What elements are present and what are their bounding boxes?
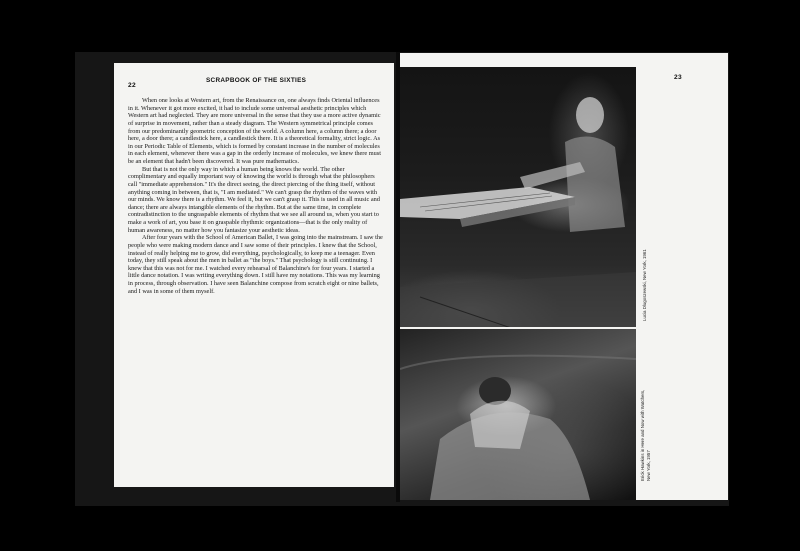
page-number-left: 22 (128, 82, 136, 89)
photo-caption-bottom (640, 390, 651, 481)
caption-bottom-line-1: Erick Hawkins in Here and Now with Watchers, (640, 389, 645, 481)
paragraph-2: But that is not the only way in which a human being knows the world. The other complimentary and equally important way of knowing the world is through what the philosophers call "immediate apprehension." It's the direct seeing, the direct piercing of the thing itself, without anything coming in between, that is, "I am mediated." We can't grasp the rhythm of the waves with our minds. We know there is a rhythm. We feel it, but we can't grasp it. This is used in all music and dance; there are always intangible elements of the rhythm. But at the same time, in complete contradistinction to the ungraspable elements of rhythm that we see all around us, when you start to make a work of art, you base it on graspable rhythmic organizations—that is the only reality of human awareness, no matter how you fantasize your aesthetic ideas. (128, 165, 380, 234)
caption-top-text: Lucia Dlugoszewski, New York, 1961 (642, 249, 647, 321)
running-head: SCRAPBOOK OF THE SIXTIES (206, 77, 307, 84)
right-page (400, 53, 728, 500)
paragraph-3: After four years with the School of American Ballet, I was going into the mainstream. I saw the people who were making modern dance and I saw some of their principles. I knew that the School, instead of really helping me to grow, did everything, psychologically, to keep me a teenager. Even today, they still speak about the men in ballet as "the boys." That psychology is still continuing. I knew that this was not for me. I watched every rehearsal of Balanchine's for four years. I started a little dance notation. I was writing everything down. I still have my notations. This was my learning in process, through observation. I have seen Balanchine compose from scratch eight or nine ballets, and I was in some of them myself. (128, 234, 383, 295)
photo-caption-top (642, 249, 647, 321)
photo-bottom-shapes (400, 329, 636, 500)
body-text (128, 97, 383, 295)
photo-top-shapes (400, 67, 636, 331)
page-number-right: 23 (674, 74, 682, 81)
photo-musician-at-instrument (400, 67, 636, 331)
caption-bottom-line-2: New York, 1957 (645, 450, 651, 481)
photo-dancer (400, 329, 636, 500)
paragraph-1: When one looks at Western art, from the Renaissance on, one always finds Oriental influences in it. Whenever it got more excited, it had to include some universal aesthetic principles which Western art had neglected. They are more universal in the sense that they use a more active dynamic of surprise in movement, rather than a steady diagram. The Western symmetrical principle comes from our predominantly geometric conception of the world. A column here, a column there; a door here, a door there; a candlestick here, a candlestick there. It is a theoretical formality, strict logic. As in our Periodic Table of Elements, which is formed by constant increase in the number of molecules in each element, whenever there was a gap in the orderly increase of molecules, we knew there must be an element that hadn't been discovered. It was pure mathematics. (128, 97, 381, 165)
left-page (114, 63, 394, 487)
